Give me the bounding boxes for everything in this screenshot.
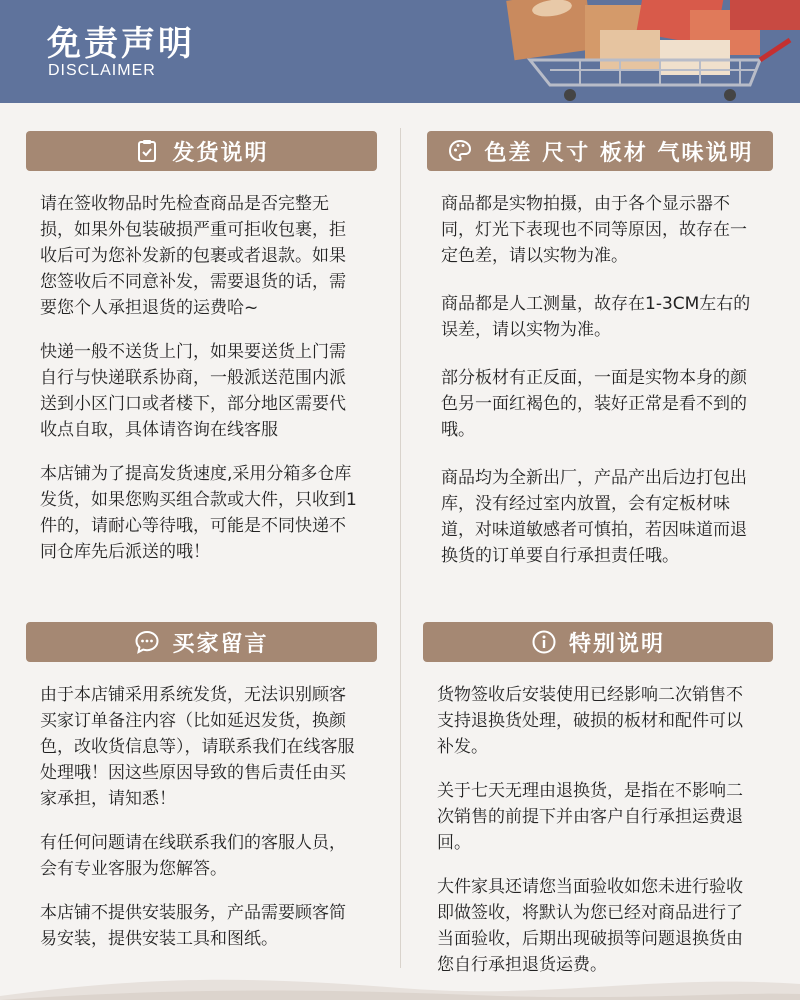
section-shipping [26, 131, 377, 565]
paragraph: 请在签收物品时先检查商品是否完整无损，如果外包装破损严重可拒收包裹，拒收后可为您补发新的包裹或者退款。如果您签收后不同意补发，需要退货的话，需要您个人承担退货的运费哈~ [40, 194, 346, 318]
chat-bubble-icon [134, 629, 160, 655]
paragraph: 由于本店铺采用系统发货，无法识别顾客买家订单备注内容（比如延迟发货，换颜色，改收货信息等），请联系我们在线客服处理哦！因这些原因导致的售后责任由买家承担，请知悉！ [40, 685, 355, 809]
palette-icon [447, 138, 473, 164]
section-header [26, 131, 377, 171]
page-title: 免责声明 [47, 24, 195, 64]
section-header [423, 622, 773, 662]
section-buyer-message [26, 622, 377, 952]
paragraph: 关于七天无理由退换货，是指在不影响二次销售的前提下并由客户自行承担运费退回。 [437, 781, 743, 853]
column-divider [400, 128, 401, 968]
paragraph: 部分板材有正反面，一面是实物本身的颜色另一面红褐色的，装好正常是看不到的哦。 [441, 368, 747, 440]
paragraph: 快递一般不送货上门，如果要送货上门需自行与快递联系协商，一般派送范围内派送到小区门口或者楼下，部分地区需要代收点自取，具体请咨询在线客服 [40, 342, 346, 440]
paragraph: 有任何问题请在线联系我们的客服人员，会有专业客服为您解答。 [40, 833, 346, 879]
clipboard-check-icon [134, 138, 160, 164]
info-circle-icon [531, 629, 557, 655]
section-title: 发货说明 [172, 140, 269, 166]
section-special-notes [423, 622, 773, 978]
page-header [0, 0, 800, 103]
paragraph: 货物签收后安装使用已经影响二次销售不支持退换货处理，破损的板材和配件可以补发。 [437, 685, 743, 757]
page-subtitle: DISCLAIMER [48, 62, 156, 79]
section-title: 特别说明 [568, 631, 665, 657]
section-header [26, 622, 377, 662]
paragraph: 商品都是人工测量，故存在1-3CM左右的误差，请以实物为准。 [441, 294, 751, 340]
paragraph: 本店铺不提供安装服务，产品需要顾客简易安装，提供安装工具和图纸。 [40, 903, 346, 949]
paragraph: 本店铺为了提高发货速度,采用分箱多仓库发货，如果您购买组合款或大件，只收到1件的，请耐心等待哦，可能是不同快递不同仓库先后派送的哦！ [40, 464, 357, 562]
paragraph: 大件家具还请您当面验收如您未进行验收即做签收，将默认为您已经对商品进行了当面验收，后期出现破损等问题退换货由您自行承担退货运费。 [437, 877, 743, 975]
paragraph: 商品均为全新出厂，产品产出后边打包出库，没有经过室内放置，会有定板材味道，对味道敏感者可慎拍，若因味道而退换货的订单要自行承担责任哦。 [441, 468, 747, 566]
bottom-wave-decoration [0, 966, 800, 1000]
shopping-boxes-illustration [490, 0, 800, 103]
section-title: 色差 尺寸 板材 气味说明 [484, 140, 754, 166]
section-color-size-material [427, 131, 773, 569]
section-header [427, 131, 773, 171]
paragraph: 商品都是实物拍摄，由于各个显示器不同，灯光下表现也不同等原因，故存在一定色差，请以实物为准。 [441, 194, 747, 266]
section-title: 买家留言 [172, 631, 269, 657]
